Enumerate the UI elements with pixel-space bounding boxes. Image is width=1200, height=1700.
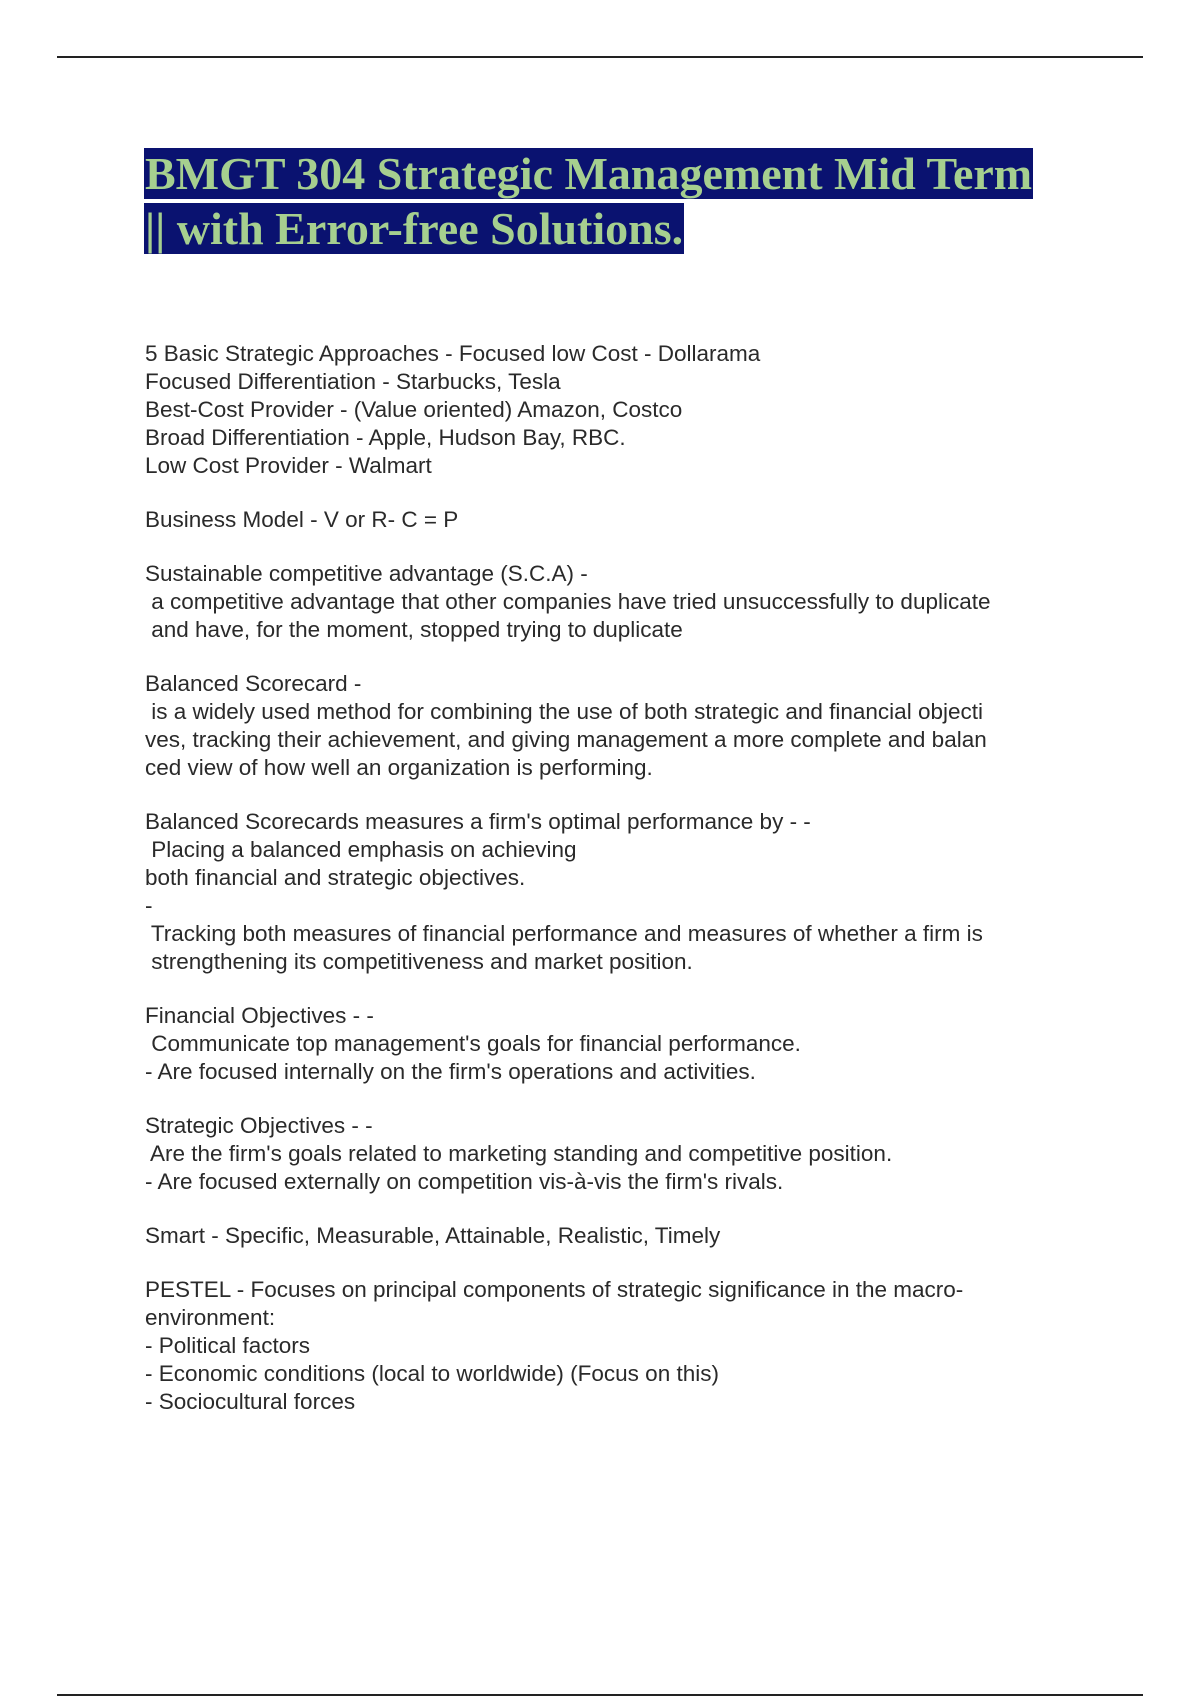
text-line: - Economic conditions (local to worldwide) (Focus on this)	[145, 1361, 719, 1386]
text-line: and have, for the moment, stopped trying to duplicate	[145, 617, 683, 642]
document-body	[145, 340, 1085, 1416]
qa-entry	[145, 1276, 1085, 1416]
text-line: PESTEL - Focuses on principal components of strategic significance in the macro-	[145, 1277, 964, 1302]
text-line: Best-Cost Provider - (Value oriented) Amazon, Costco	[145, 397, 683, 422]
text-line: 5 Basic Strategic Approaches - Focused low Cost - Dollarama	[145, 341, 761, 366]
text-line: - Political factors	[145, 1333, 311, 1358]
text-line: Financial Objectives - -	[145, 1003, 374, 1028]
qa-entry	[145, 808, 1085, 976]
text-line: strengthening its competitiveness and market position.	[145, 949, 693, 974]
text-line: ves, tracking their achievement, and giving management a more complete and balan	[145, 727, 987, 752]
text-line: Sustainable competitive advantage (S.C.A) -	[145, 561, 588, 586]
text-line: is a widely used method for combining the use of both strategic and financial objecti	[145, 699, 983, 724]
qa-entry	[145, 340, 1085, 480]
text-line: Business Model - V or R- C = P	[145, 507, 459, 532]
title-line-1: BMGT 304 Strategic Management Mid Term	[145, 148, 1033, 199]
text-line: -	[145, 893, 153, 918]
text-line: Smart - Specific, Measurable, Attainable, Realistic, Timely	[145, 1223, 721, 1248]
title-line-2: || with Error-free Solutions.	[145, 203, 684, 254]
top-rule	[57, 56, 1143, 58]
text-line: Tracking both measures of financial performance and measures of whether a firm is	[145, 921, 983, 946]
text-line: - Are focused internally on the firm's operations and activities.	[145, 1059, 756, 1084]
document-title	[144, 146, 1084, 256]
text-line: both financial and strategic objectives.	[145, 865, 526, 890]
qa-entry	[145, 1002, 1085, 1086]
text-line: Placing a balanced emphasis on achieving	[145, 837, 577, 862]
text-line: ced view of how well an organization is performing.	[145, 755, 653, 780]
text-line: Balanced Scorecards measures a firm's optimal performance by - -	[145, 809, 811, 834]
text-line: environment:	[145, 1305, 276, 1330]
qa-entry	[145, 560, 1085, 644]
text-line: Communicate top management's goals for financial performance.	[145, 1031, 801, 1056]
text-line: Focused Differentiation - Starbucks, Tesla	[145, 369, 561, 394]
qa-entry	[145, 506, 1085, 534]
text-line: - Sociocultural forces	[145, 1389, 356, 1414]
bottom-rule	[57, 1694, 1143, 1696]
text-line: a competitive advantage that other companies have tried unsuccessfully to duplicate	[145, 589, 991, 614]
qa-entry	[145, 1112, 1085, 1196]
text-line: Low Cost Provider - Walmart	[145, 453, 432, 478]
qa-entry	[145, 1222, 1085, 1250]
text-line: Balanced Scorecard -	[145, 671, 362, 696]
text-line: Are the firm's goals related to marketing standing and competitive position.	[145, 1141, 893, 1166]
text-line: Broad Differentiation - Apple, Hudson Bay, RBC.	[145, 425, 626, 450]
qa-entry	[145, 670, 1085, 782]
text-line: - Are focused externally on competition vis-à-vis the firm's rivals.	[145, 1169, 784, 1194]
text-line: Strategic Objectives - -	[145, 1113, 373, 1138]
